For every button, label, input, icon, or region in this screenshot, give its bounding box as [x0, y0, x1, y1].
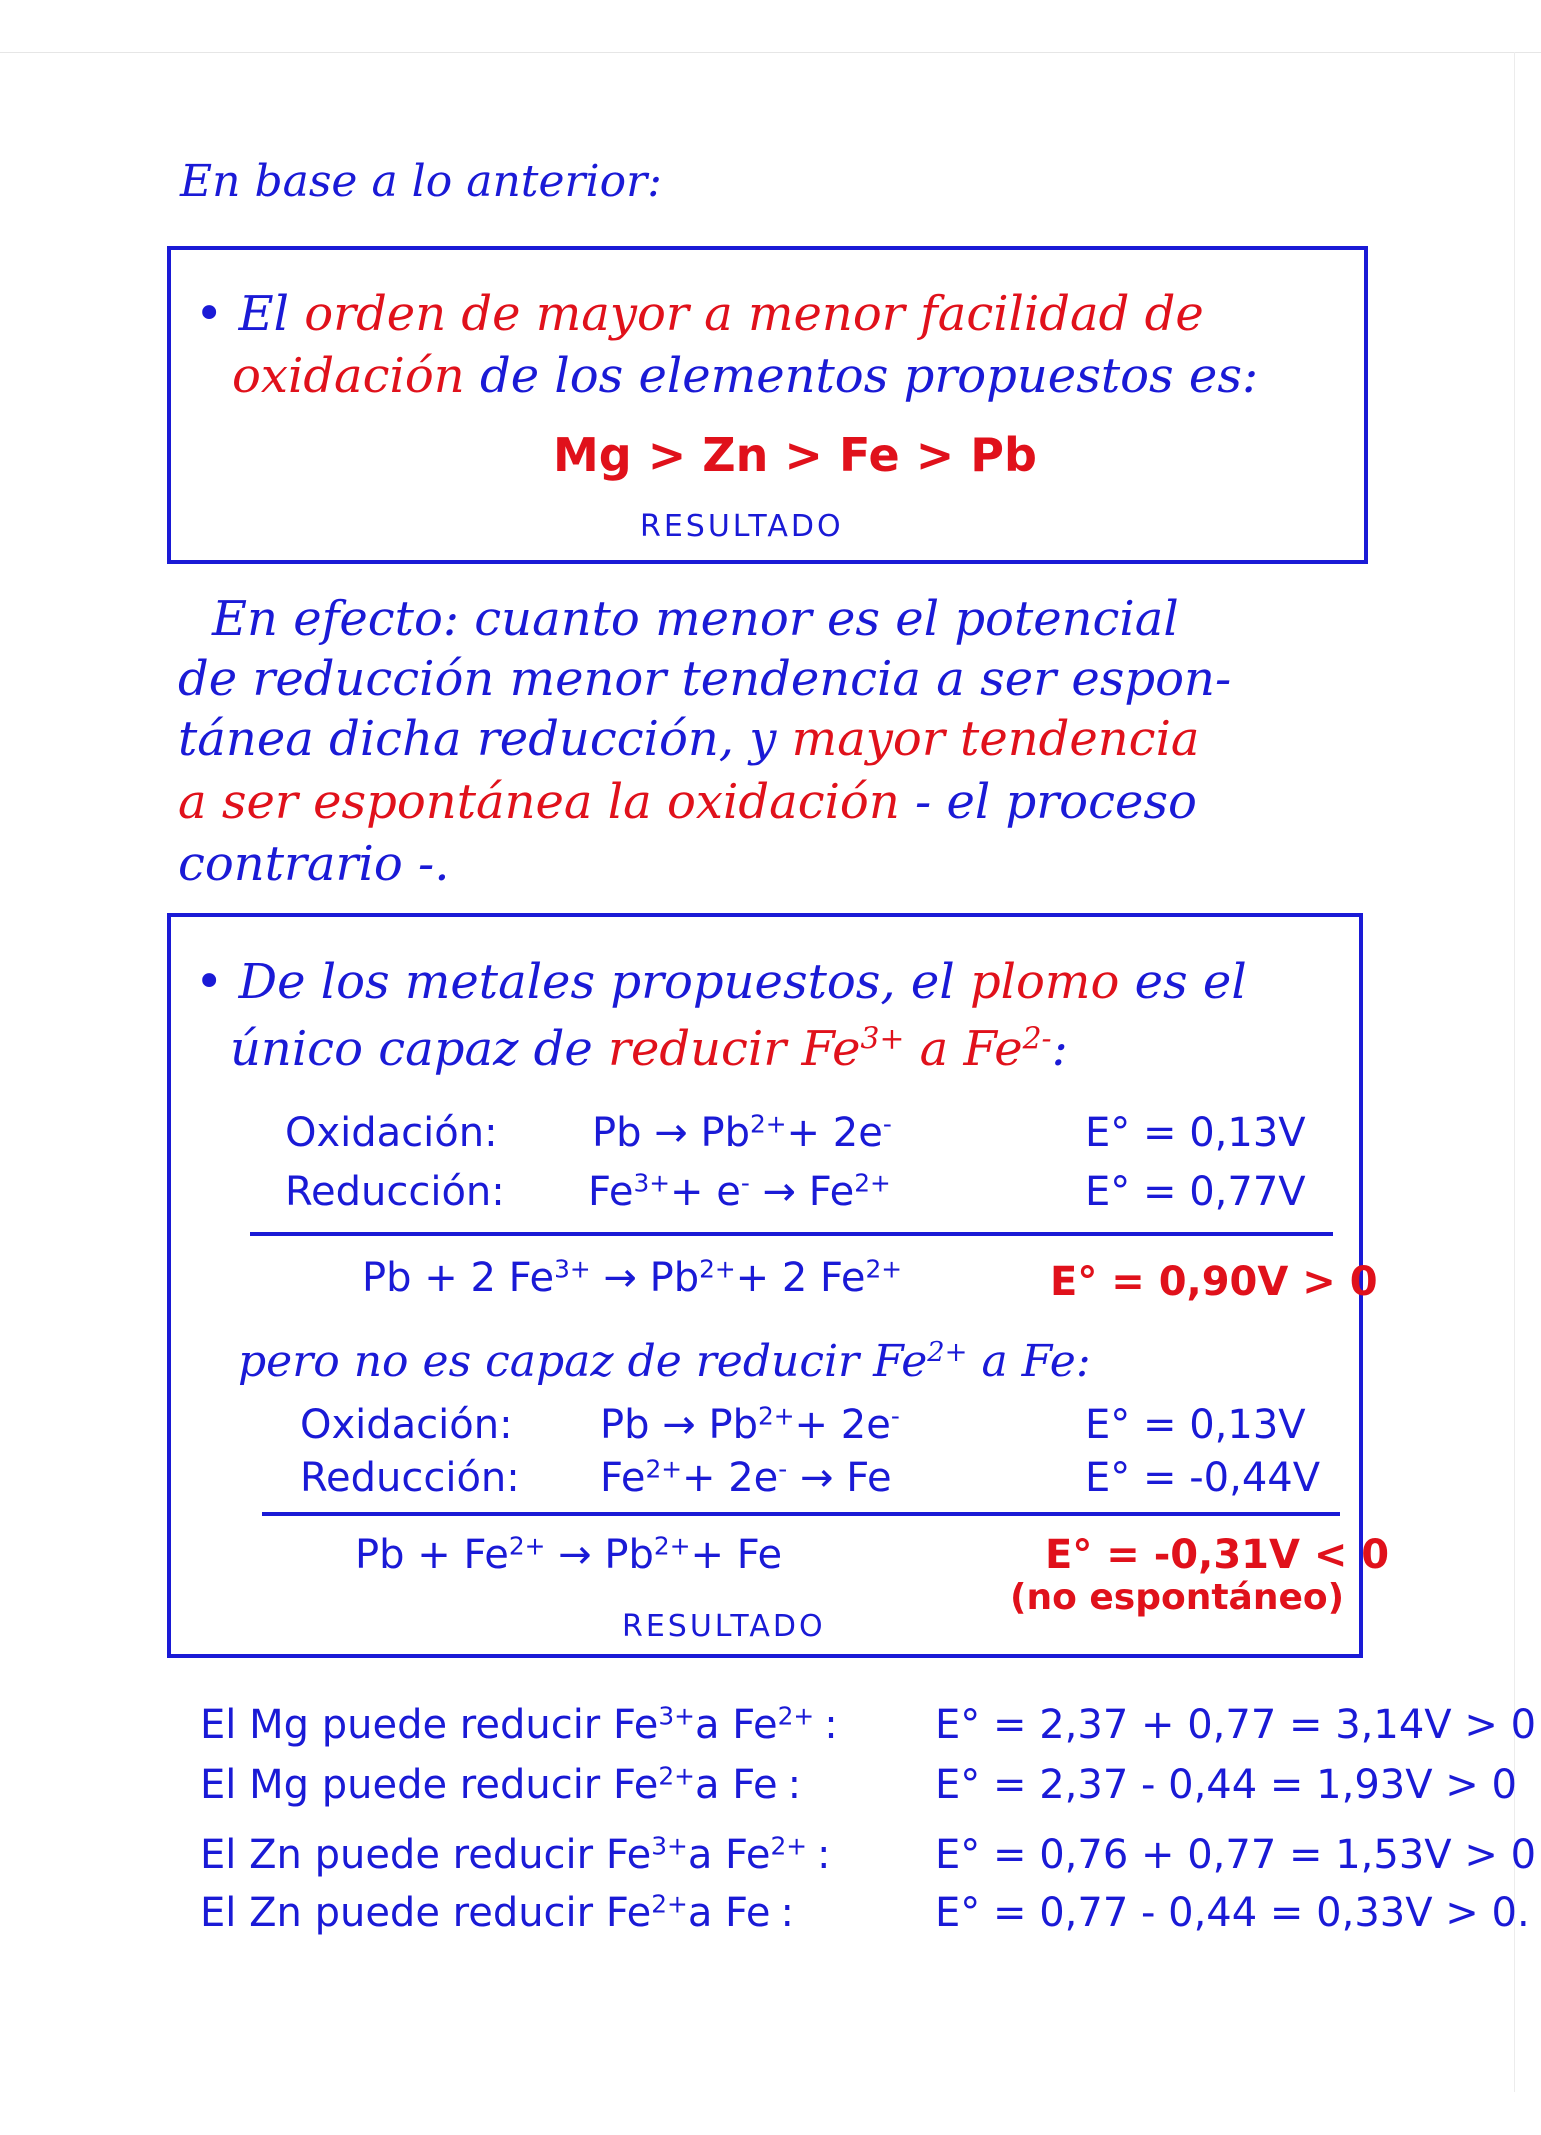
- bottom-target: a Fe: [687, 1832, 771, 1878]
- sum-rule-2: [262, 1512, 1340, 1516]
- bottom-statement: El Mg puede reducir Fe: [200, 1702, 659, 1748]
- red1-sup: 3+: [633, 1168, 670, 1198]
- explanation-l4-blue: - el proceso: [915, 774, 1197, 830]
- box1-line2: [232, 348, 1259, 404]
- red2-sup: 2+: [645, 1454, 682, 1484]
- bottom-statement: El Mg puede reducir Fe: [200, 1762, 659, 1808]
- bottom-target: a Fe: [687, 1890, 771, 1936]
- reduction-potential-2: E° = -0,44V: [1085, 1455, 1321, 1501]
- bottom-colon: :: [817, 1832, 831, 1878]
- red1-sup3: 2+: [854, 1168, 891, 1198]
- box1-line1: [195, 286, 1204, 342]
- bottom-colon: :: [780, 1890, 794, 1936]
- oxidation-label-2: Oxidación:: [300, 1402, 513, 1448]
- sum2-b: → Pb: [558, 1532, 654, 1578]
- intro-heading: En base a lo anterior:: [180, 156, 662, 207]
- pero-sup: 2+: [927, 1337, 968, 1368]
- ox2-sup: 2+: [757, 1401, 795, 1431]
- box1-el: El: [238, 286, 289, 342]
- red2-eq2: + 2e: [682, 1455, 779, 1501]
- box2-line1: [195, 954, 1247, 1010]
- ox2-sup2: -: [890, 1401, 900, 1431]
- box2-colon: :: [1051, 1021, 1068, 1077]
- oxidation-equation-1: [592, 1109, 892, 1156]
- pero-line: [238, 1336, 1091, 1387]
- sum1-sup3: 2+: [865, 1254, 903, 1284]
- bottom-sup-1: 3+: [658, 1701, 695, 1731]
- box1-order-phrase: orden de mayor a menor facilidad de: [304, 286, 1204, 342]
- sum2-sup: 2+: [508, 1531, 546, 1561]
- box2-sup-3plus: 3+: [860, 1021, 905, 1057]
- non-spontaneous-note: (no espontáneo): [1010, 1577, 1345, 1618]
- ox2-eq: Pb → Pb: [600, 1402, 758, 1448]
- ox1-sup: 2+: [749, 1109, 787, 1139]
- oxidation-potential-1: E° = 0,13V: [1085, 1110, 1306, 1156]
- box2-sup-2minus: 2-: [1022, 1021, 1052, 1057]
- red2-eq3: → Fe: [799, 1455, 892, 1501]
- box2-resultado-label: RESULTADO: [622, 1609, 826, 1644]
- sum-rule-1: [250, 1232, 1333, 1236]
- sum1-a: Pb + 2 Fe: [362, 1255, 555, 1301]
- bottom-potential: E° = 0,76 + 0,77 = 1,53V > 0: [935, 1832, 1537, 1878]
- reduction-equation-1: [588, 1168, 891, 1215]
- bottom-colon: :: [824, 1702, 838, 1748]
- bottom-sup-1: 3+: [651, 1831, 688, 1861]
- explanation-line-4: [178, 774, 1197, 830]
- box1-elementos: de los elementos propuestos es:: [479, 348, 1259, 404]
- sum1-b: → Pb: [603, 1255, 700, 1301]
- red1-eq3: → Fe: [762, 1169, 855, 1215]
- box2-l1-a: De los metales propuestos, el: [238, 954, 955, 1010]
- bottom-potential: E° = 0,77 - 0,44 = 0,33V > 0.: [935, 1890, 1530, 1936]
- explanation-line-3: [178, 711, 1200, 767]
- bottom-target: a Fe: [694, 1762, 778, 1808]
- explanation-l3-red: mayor tendencia: [791, 711, 1200, 767]
- red1-eq2: + e: [670, 1169, 741, 1215]
- scan-top-edge: [0, 52, 1541, 53]
- bottom-statement: El Zn puede reducir Fe: [200, 1890, 652, 1936]
- sum2-sup2: 2+: [653, 1531, 691, 1561]
- bullet: •: [195, 286, 224, 342]
- bottom-sup-1: 2+: [658, 1761, 695, 1791]
- sum1-sup2: 2+: [699, 1254, 736, 1284]
- bottom-line: [200, 1701, 838, 1748]
- bottom-colon: :: [787, 1762, 802, 1808]
- sum1-c: + 2 Fe: [735, 1255, 866, 1301]
- red1-eq: Fe: [588, 1169, 634, 1215]
- sum1-sup: 3+: [554, 1254, 591, 1284]
- overall-potential-1: E° = 0,90V > 0: [1050, 1259, 1378, 1305]
- pero-a: pero no es capaz de reducir Fe: [238, 1336, 928, 1387]
- bottom-sup-2: 2+: [770, 1831, 808, 1861]
- explanation-line-2: de reducción menor tendencia a ser espon-: [178, 651, 1232, 707]
- bottom-target: a Fe: [694, 1702, 778, 1748]
- sum2-c: + Fe: [690, 1532, 783, 1578]
- box2-l1-b: es el: [1134, 954, 1247, 1010]
- ox2-eq2: + 2e: [794, 1402, 891, 1448]
- pero-b: a Fe:: [981, 1336, 1091, 1387]
- metal-order: Mg > Zn > Fe > Pb: [553, 428, 1037, 482]
- reduction-potential-1: E° = 0,77V: [1085, 1169, 1306, 1215]
- bottom-line: [200, 1761, 802, 1808]
- sum2-a: Pb + Fe: [355, 1532, 509, 1578]
- box2-line2: [230, 1021, 1068, 1077]
- ox1-sup2: -: [882, 1109, 892, 1139]
- oxidation-equation-2: [600, 1401, 900, 1448]
- explanation-line-5: contrario -.: [178, 836, 450, 892]
- red2-sup2: -: [778, 1454, 788, 1484]
- bottom-potential: E° = 2,37 - 0,44 = 1,93V > 0: [935, 1762, 1517, 1808]
- box2-a-fe: a Fe: [919, 1021, 1023, 1077]
- reduction-label-2: Reducción:: [300, 1455, 520, 1501]
- reduction-equation-2: [600, 1454, 892, 1501]
- box1-resultado-label: RESULTADO: [640, 509, 844, 544]
- bottom-sup-1: 2+: [651, 1889, 688, 1919]
- bullet: •: [195, 954, 224, 1010]
- ox1-eq2: + 2e: [786, 1110, 883, 1156]
- explanation-l3-blue: tánea dicha reducción, y: [178, 711, 777, 767]
- bottom-line: [200, 1831, 831, 1878]
- box1-oxidacion: oxidación: [232, 348, 465, 404]
- ox1-eq: Pb → Pb: [592, 1110, 750, 1156]
- oxidation-potential-2: E° = 0,13V: [1085, 1402, 1306, 1448]
- bottom-statement: El Zn puede reducir Fe: [200, 1832, 652, 1878]
- box2-reducir-fe: reducir Fe: [608, 1021, 861, 1077]
- box2-unico: único capaz de: [230, 1021, 593, 1077]
- bottom-line: [200, 1889, 794, 1936]
- red1-sup2: -: [740, 1168, 750, 1198]
- reduction-label-1: Reducción:: [285, 1169, 505, 1215]
- red2-eq: Fe: [600, 1455, 646, 1501]
- box2-plomo: plomo: [969, 954, 1120, 1010]
- overall-potential-2: E° = -0,31V < 0: [1045, 1532, 1390, 1578]
- bottom-sup-2: 2+: [777, 1701, 815, 1731]
- overall-equation-2: [355, 1531, 783, 1578]
- oxidation-label-1: Oxidación:: [285, 1110, 498, 1156]
- overall-equation-1: [362, 1254, 903, 1301]
- explanation-line-1: En efecto: cuanto menor es el potencial: [212, 591, 1179, 647]
- bottom-potential: E° = 2,37 + 0,77 = 3,14V > 0: [935, 1702, 1537, 1748]
- explanation-l4-red: a ser espontánea la oxidación: [178, 774, 900, 830]
